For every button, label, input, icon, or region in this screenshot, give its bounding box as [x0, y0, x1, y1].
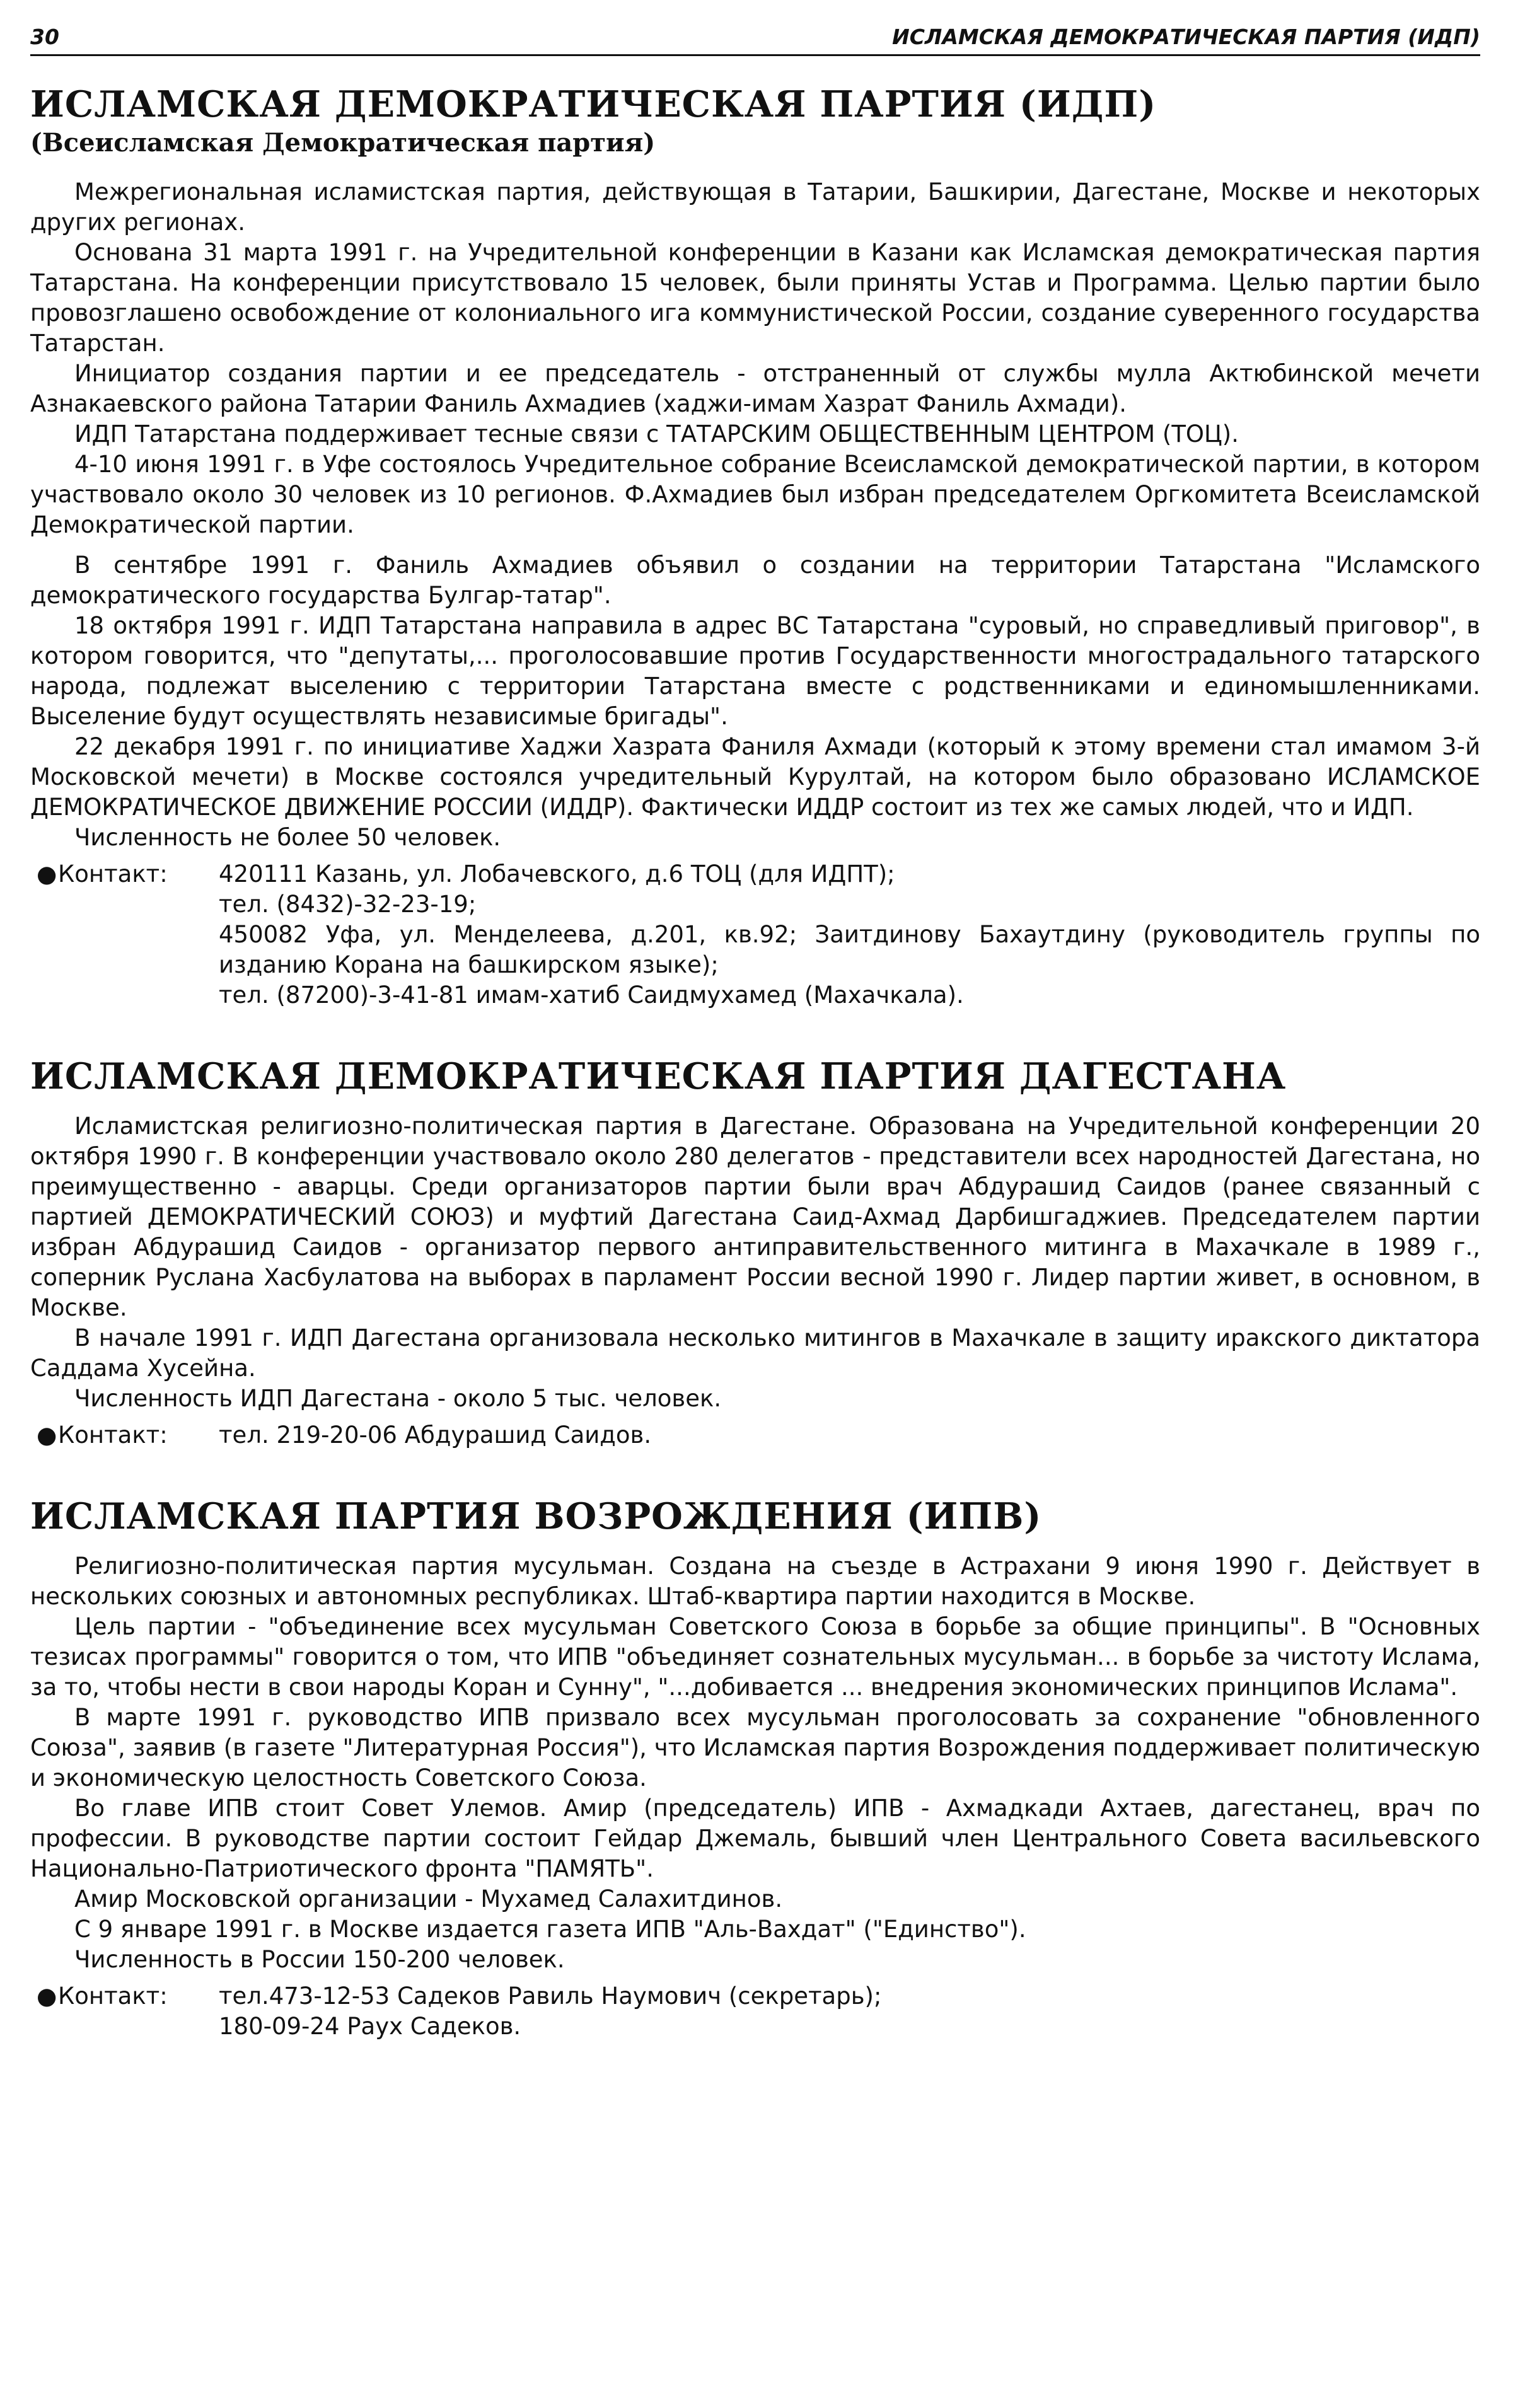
paragraph: В сентябре 1991 г. Фаниль Ахмадиев объявил о создании на территории Татарстана "Исламского демократического государства Булгар-татар".: [30, 552, 1480, 609]
bullet-icon: ●: [37, 860, 57, 888]
paragraph: Цель партии - "объединение всех мусульман Советского Союза в борьбе за общие принципы". В "Основных тезисах программы" говорится о том, что ИПВ "объединяет сознательных мусульман... в борьбе за чистоту Ислама, за то, чтобы нести в свои народы Коран и Сунну", "...добивается ... внедрения экономических принципов Ислама".: [30, 1613, 1480, 1701]
contact-lines: [219, 859, 1480, 1010]
paragraph: Амир Московской организации - Мухамед Салахитдинов.: [74, 1885, 783, 1913]
contact-label: Контакт:: [58, 860, 168, 888]
article-idp-dagestan: [30, 1055, 1480, 1450]
paragraph: Численность в России 150-200 человек.: [74, 1946, 565, 1973]
paragraph: Численность не более 50 человек.: [74, 824, 501, 851]
contact-line: тел. (8432)-32-23-19;: [219, 891, 477, 918]
paragraph: Во главе ИПВ стоит Совет Улемов. Амир (председатель) ИПВ - Ахмадкади Ахтаев, дагестанец, врач по профессии. В руководстве партии состоит Гейдар Джемаль, бывший член Центрального Совета васильевского Национально-Патриотического фронта "ПАМЯТЬ".: [30, 1795, 1480, 1882]
contact-block: [30, 1420, 1480, 1450]
running-title: ИСЛАМСКАЯ ДЕМОКРАТИЧЕСКАЯ ПАРТИЯ (ИДП): [892, 25, 1480, 49]
paragraph: Межрегиональная исламистская партия, действующая в Татарии, Башкирии, Дагестане, Москве и некоторых других регионах.: [30, 178, 1480, 236]
paragraph: 18 октября 1991 г. ИДП Татарстана направила в адрес ВС Татарстана "суровый, но справедливый приговор", в котором говорится, что "депутаты,... проголосовавшие против Государственности многострадального татарского народа, подлежат выселению с территории Татарстана вместе с родственниками и единомышленниками. Выселение будут осуществлять независимые бригады".: [30, 612, 1480, 730]
contact-lines: [219, 1981, 1480, 2042]
contact-block: [30, 1981, 1480, 2042]
paragraph: С 9 январе 1991 г. в Москве издается газета ИПВ "Аль-Вахдат" ("Единство").: [74, 1916, 1026, 1943]
article-subtitle: (Всеисламская Демократическая партия): [30, 128, 656, 158]
article-title: ИСЛАМСКАЯ ПАРТИЯ ВОЗРОЖДЕНИЯ (ИПВ): [30, 1495, 1042, 1537]
page: [30, 24, 1480, 2042]
contact-line: 180-09-24 Раух Садеков.: [219, 2013, 521, 2040]
paragraph: Исламистская религиозно-политическая партия в Дагестане. Образована на Учредительной конференции 20 октября 1990 г. В конференции участвовало около 280 делегатов - представители всех народностей Дагестана, но преимущественно - аварцы. Среди организаторов партии были врач Абдурашид Саидов (ранее связанный с партией ДЕМОКРАТИЧЕСКИЙ СОЮЗ) и муфтий Дагестана Саид-Ахмад Дарбишгаджиев. Председателем партии избран Абдурашид Саидов - организатор первого антиправительственного митинга в Махачкале в 1989 г., соперник Руслана Хасбулатова на выборах в парламент России весной 1990 г. Лидер партии живет, в основном, в Москве.: [30, 1113, 1480, 1321]
bullet-icon: ●: [37, 1421, 57, 1449]
article-body: [30, 1551, 1480, 2042]
article-idp: [30, 83, 1480, 1010]
paragraph-gap: [30, 540, 1480, 550]
contact-line: 450082 Уфа, ул. Менделеева, д.201, кв.92; Заитдинову Бахаутдину (руководитель группы по изданию Корана на башкирском языке);: [219, 921, 1480, 978]
paragraph: Религиозно-политическая партия мусульман. Создана на съезде в Астрахани 9 июня 1990 г. Действует в нескольких союзных и автономных республиках. Штаб-квартира партии находится в Москве.: [30, 1553, 1480, 1610]
contact-line: тел. (87200)-3-41-81 имам-хатиб Саидмухамед (Махачкала).: [219, 981, 964, 1009]
article-ipv: [30, 1495, 1480, 2042]
paragraph: 22 декабря 1991 г. по инициативе Хаджи Хазрата Фаниля Ахмади (который к этому времени стал имамом 3-й Московской мечети) в Москве состоялся учредительный Курултай, на котором было образовано ИСЛАМСКОЕ ДЕМОКРАТИЧЕСКОЕ ДВИЖЕНИЕ РОССИИ (ИДДР). Фактически ИДДР состоит из тех же самых людей, что и ИДП.: [30, 733, 1480, 821]
bullet-icon: ●: [37, 1983, 57, 2010]
paragraph: ИДП Татарстана поддерживает тесные связи с ТАТАРСКИМ ОБЩЕСТВЕННЫМ ЦЕНТРОМ (ТОЦ).: [74, 420, 1239, 448]
contact-line: тел. 219-20-06 Абдурашид Саидов.: [219, 1421, 652, 1449]
article-body: [30, 1111, 1480, 1450]
paragraph: В марте 1991 г. руководство ИПВ призвало всех мусульман проголосовать за сохранение "обновленного Союза", заявив (в газете "Литературная Россия"), что Исламская партия Возрождения поддерживает политическую и экономическую целостность Советского Союза.: [30, 1704, 1480, 1792]
contact-line: тел.473-12-53 Садеков Равиль Наумович (секретарь);: [219, 1983, 882, 2010]
paragraph: Численность ИДП Дагестана - около 5 тыс. человек.: [74, 1385, 722, 1412]
paragraph: В начале 1991 г. ИДП Дагестана организовала несколько митингов в Махачкале в защиту иракского диктатора Саддама Хусейна.: [30, 1324, 1480, 1382]
contact-label: Контакт:: [58, 1421, 168, 1449]
article-body: [30, 177, 1480, 1010]
contact-line: 420111 Казань, ул. Лобачевского, д.6 ТОЦ (для ИДПТ);: [219, 860, 895, 888]
page-number: 30: [30, 25, 59, 49]
article-title: ИСЛАМСКАЯ ДЕМОКРАТИЧЕСКАЯ ПАРТИЯ ДАГЕСТАНА: [30, 1055, 1287, 1097]
contact-block: [30, 859, 1480, 1010]
contact-label: Контакт:: [58, 1983, 168, 2010]
paragraph: Основана 31 марта 1991 г. на Учредительной конференции в Казани как Исламская демократическая партия Татарстана. На конференции присутствовало 15 человек, были приняты Устав и Программа. Целью партии было провозглашено освобождение от колониального ига коммунистической России, создание суверенного государства Татарстан.: [30, 239, 1480, 357]
article-title: ИСЛАМСКАЯ ДЕМОКРАТИЧЕСКАЯ ПАРТИЯ (ИДП): [30, 83, 1157, 125]
contact-lines: [219, 1420, 1480, 1450]
paragraph: Инициатор создания партии и ее председатель - отстраненный от службы мулла Актюбинской мечети Азнакаевского района Татарии Фаниль Ахмадиев (хаджи-имам Хазрат Фаниль Ахмади).: [30, 360, 1480, 417]
running-header: [30, 24, 1480, 56]
paragraph: 4-10 июня 1991 г. в Уфе состоялось Учредительное собрание Всеисламской демократической партии, в котором участвовало около 30 человек из 10 регионов. Ф.Ахмадиев был избран председателем Оргкомитета Всеисламской Демократической партии.: [30, 451, 1480, 538]
